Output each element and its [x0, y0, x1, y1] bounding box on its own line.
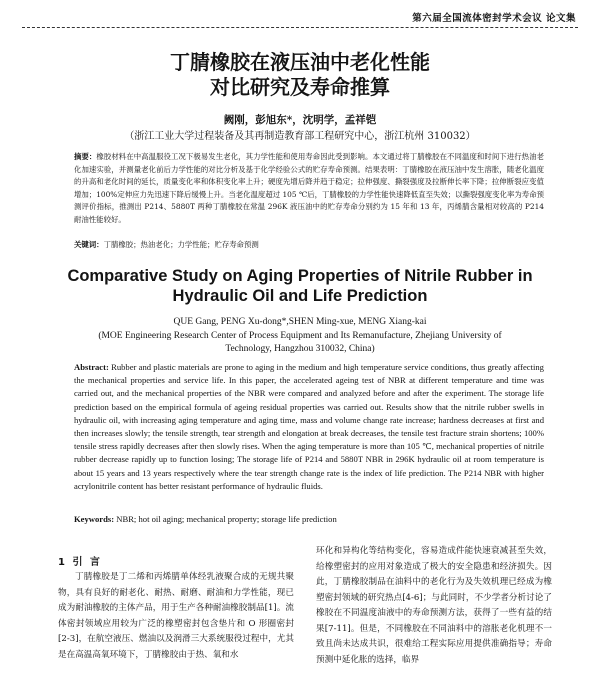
header-divider — [22, 27, 578, 28]
chinese-title-line1: 丁腈橡胶在液压油中老化性能 — [170, 50, 430, 74]
english-abstract-label: Abstract: — [74, 362, 109, 372]
english-keywords — [74, 514, 544, 524]
chinese-keywords-text: 丁腈橡胶；热油老化；力学性能；贮存寿命预测 — [103, 240, 259, 249]
chinese-abstract-label: 摘要： — [74, 152, 97, 161]
chinese-authors: 阙刚，彭旭东*，沈明学，孟祥铠 — [223, 114, 377, 126]
english-title-line1: Comparative Study on Aging Properties of Nitrile Rubber in — [67, 267, 533, 285]
chinese-abstract — [74, 151, 544, 226]
chinese-keywords — [74, 239, 544, 252]
section-heading-introduction: 1 引 言 — [58, 557, 102, 568]
chinese-abstract-text: 橡胶材料在中高温服役工况下极易发生老化，其力学性能和使用寿命因此受到影响。本文通过将丁腈橡胶在不同温度和时间下进行热油老化加速实验，并测量老化前后力学性能的对比分析及基于化学经验公式的贮存寿命预测。结果表明：丁腈橡胶在液压油中发生溶胀，随老化温度的升高和老化时间的延长，质量变化率和体积变化率上升；硬度先增后降并趋于稳定；拉伸强度、撕裂强度及拉断伸长率下降；拉伸断裂应变值增加；100%定伸应力先迅速下降后缓慢上升。当老化温度超过 105 ℃后，丁腈橡胶的力学性能快速降低直至失效；以撕裂强度变化率为寿命预测评价指标，推测出 P214、5880T 两种丁腈橡胶在常温 296K 液压油中的贮存寿命分别约为 15 年和 13 年，丙烯腈含量相对较高的 P214 耐油性能较好。 — [74, 152, 544, 224]
body-right-column: 环化和异构化等结构变化，容易造成件能快速衰减甚至失效，给橡塑密封的应用对象造成了极大的安全隐患和经济损失。因此，丁腈橡胶制品在油料中的老化行为及失效机理已经成为橡塑密封领域的研究热点[4-6]；与此同时，不少学者分析讨论了橡胶在不同温度油液中的寿命预测方法，获得了一些有益的结果[7-11]。但是，不同橡胶在不同油料中的溶胀老化机理不一致且尚未达成共识，很难给工程实际应用提供准确指导；寿命预测中延化胀的选择，临界 — [316, 546, 552, 665]
english-abstract-text: Rubber and plastic materials are prone to aging in the medium and high temperature service conditions, thus greatly affecting the mechanical properties and service life. In this paper, the accelerated ageing test of NBR at different temperature and time was carried out, and the mechanical properties of the NBR were compared and analyzed before and after the experiment. The storage life prediction based on the empirical formula of ageing residual properties was carried out. Results show that the nitrile rubber swells in hydraulic oil, with increasing aging temperature and aging time, mass and volume change rate increase; hardness decreases at first and then increases slowly; the tensile strength, tear strength and elongation at break decreases, the tensile test fracture strain shortens; 100% tensile stress rapidly decreases after then slowly rises. When the aging temperature is more than 105 ℃, mechanical properties of nitrile rubber decrease rapidly up to function losing; The storage life of P214 and 5880T NBR in 296K hydraulic oil at room temperature is about 15 years and 13 years respectively where the tear strength change rate is the index of life prediction. The P214 NBR with higher acrylonitrile content has better resistant performance of hydraulic fluids. — [74, 362, 544, 491]
english-keywords-label: Keywords: — [74, 514, 115, 524]
running-header: 第六届全国流体密封学术会议 论文集 — [412, 13, 576, 24]
chinese-keywords-label: 关键词： — [74, 240, 104, 249]
english-keywords-text: NBR; hot oil aging; mechanical property; storage life prediction — [116, 514, 337, 524]
english-title-line2: Hydraulic Oil and Life Prediction — [172, 287, 428, 305]
english-authors: QUE Gang, PENG Xu-dong*,SHEN Ming-xue, MENG Xiang-kai — [173, 317, 427, 327]
chinese-affiliation: （浙江工业大学过程装备及其再制造教育部工程研究中心，浙江杭州 310032） — [124, 131, 476, 142]
chinese-title-line2: 对比研究及寿命推算 — [210, 75, 390, 99]
english-abstract — [74, 361, 544, 493]
english-affiliation: (MOE Engineering Research Center of Process Equipment and Its Remanufacture, Zhejiang University of Technology, Hangzhou 310032, China) — [98, 331, 502, 354]
body-left-column: 丁腈橡胶是丁二烯和丙烯腈单体经乳液聚合成的无规共聚物，具有良好的耐老化、耐热、耐磨、耐油和力学性能，现已成为耐油橡胶的主体产品，用于生产各种耐油橡胶制品[1]。流体密封领域应用较为广泛的橡塑密封包含垫片和 O 形圈密封[2-3]，在航空液压、燃油以及润滑三大系统服役过程中，尤其是在高温高氧环境下，丁腈橡胶由于热、氧和水 — [58, 572, 294, 660]
